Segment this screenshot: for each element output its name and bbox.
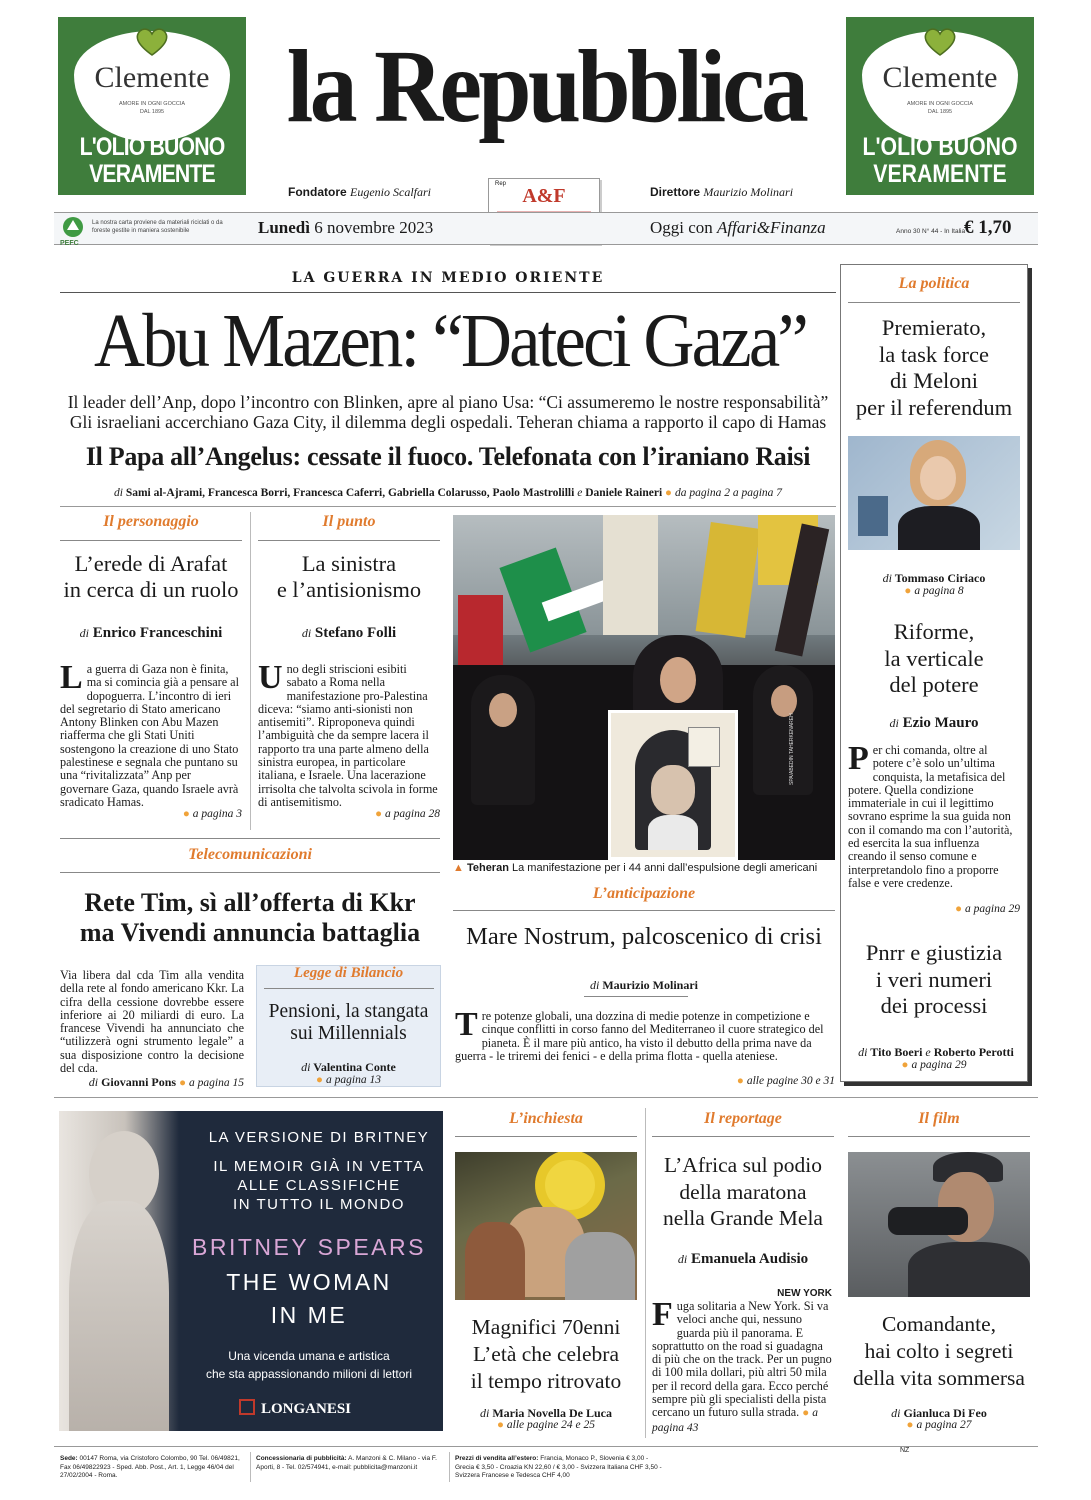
- lead-deck-1: Il leader dell’Anp, dopo l’incontro con Blinken, apre al piano Usa: “Ci assumeremo le nostre responsabilità”: [67, 392, 829, 412]
- telecom-title[interactable]: Rete Tim, sì all’offerta di Kkr ma Vivendi annuncia battaglia: [79, 888, 421, 947]
- telecom-body: Via libera dal cda Tim alla vendita della rete al fondo americano Kkr. La cifra della cessione dovrebbe essere inferiore ai 20 miliardi di euro. La francese Vivendi ha annunciato che “utilizzerà ogni strumento legale” a sua disposizione contro la decisione del cda.: [60, 968, 244, 1076]
- reportage-body: Fuga solitaria a New York. Si va veloci anche qui, nessuno guarda più il panorama. E soprattutto on the road si guadagna di più che on the track. Per un pugno di 100 mila dollari, più altri 50 mila per il record della gara. Ecco perché sempre più gli specialisti della pista cercano un futuro sulla strada. ● a pagina 43: [652, 1300, 834, 1435]
- punto-title[interactable]: La sinistra e l’antisionismo: [276, 551, 422, 602]
- lead-pages[interactable]: ● da pagina 2 a pagina 7: [665, 487, 782, 499]
- politica-title[interactable]: Premierato, la task force di Meloni per il referendum: [855, 315, 1013, 420]
- riforme-title[interactable]: Riforme, la verticale del potere: [884, 619, 984, 697]
- ad-brand-tag: AMORE IN OGNI GOCCIA: [118, 101, 185, 107]
- book-ad-line-4: IN TUTTO IL MONDO: [233, 1196, 405, 1213]
- book-ad-title-2: IN ME: [270, 1302, 348, 1328]
- riforme-page[interactable]: ● a pagina 29: [848, 903, 1020, 915]
- personaggio-kicker: Il personaggio: [103, 513, 199, 530]
- newspaper-logo: la Repubblica: [286, 29, 806, 144]
- pnrr-page[interactable]: ● a pagina 29: [848, 1059, 1020, 1071]
- politica-photo[interactable]: [848, 436, 1020, 550]
- book-ad-title-1: THE WOMAN: [226, 1269, 392, 1295]
- punto-page[interactable]: ● a pagina 28: [258, 808, 440, 820]
- founder-line: Fondatore Eugenio Scalfari: [288, 185, 432, 199]
- footer-nz: NZ: [900, 1447, 910, 1454]
- film-page[interactable]: ● a pagina 27: [848, 1419, 1030, 1431]
- pefc-text: La nostra carta proviene da materiali riciclati o da foreste gestite in maniera sostenibile: [92, 220, 223, 234]
- pnrr-title[interactable]: Pnrr e giustizia i veri numeri dei processi: [865, 940, 1003, 1018]
- telecom-page[interactable]: ● a pagina 15: [179, 1077, 244, 1089]
- affari-finanza-badge[interactable]: Rep A&F: [488, 178, 600, 244]
- publisher-logo: LONGANESI: [239, 1399, 351, 1418]
- anticipazione-byline: di Maurizio Molinari: [590, 978, 698, 992]
- book-ad-line-1: LA VERSIONE DI BRITNEY: [208, 1129, 430, 1146]
- publisher-mark-icon: [239, 1399, 255, 1415]
- ad-slogan-1: L'OLIO BUONO: [79, 133, 225, 161]
- reportage-byline: di Emanuela Audisio: [677, 1251, 809, 1267]
- bilancio-page[interactable]: ● a pagina 13: [256, 1074, 441, 1086]
- ad-slogan-2: VERAMENTE: [89, 160, 215, 188]
- inchiesta-byline: di Maria Novella De Luca: [480, 1406, 612, 1420]
- footer-prezzi: Prezzi di vendita all’estero: Francia, Monaco P., Slovenia € 3,00 - Grecia € 3,50 - Croazia KN 22,60 / € 3,00 - Svizzera Italiana CHF 3,50 - Svizzera Francese e Tedesca CHF 4,00: [455, 1455, 662, 1479]
- personaggio-page[interactable]: ● a pagina 3: [60, 808, 242, 820]
- personaggio-byline: di Enrico Franceschini: [79, 625, 223, 641]
- anticipazione-title[interactable]: Mare Nostrum, palcoscenico di crisi: [466, 923, 822, 950]
- reportage-kicker: Il reportage: [704, 1110, 782, 1127]
- inchiesta-photo[interactable]: [455, 1152, 637, 1300]
- telecom-kicker: Telecomunicazioni: [188, 846, 312, 863]
- reportage-page[interactable]: ● a pagina 43: [652, 1407, 818, 1433]
- politica-kicker: La politica: [898, 275, 970, 292]
- politica-page[interactable]: ● a pagina 8: [848, 585, 1020, 597]
- ad-brand-year: DAL 1895: [927, 109, 953, 115]
- caption-triangle-icon: ▲: [453, 862, 464, 874]
- anticipazione-kicker: L’anticipazione: [592, 885, 696, 902]
- lead-headline[interactable]: Abu Mazen: “Dateci Gaza”: [93, 299, 807, 383]
- pnrr-byline: di Tito Boeri e Roberto Perotti: [858, 1045, 1014, 1059]
- book-ad-line-3: ALLE CLASSIFICHE: [237, 1177, 401, 1194]
- book-ad-desc-2: che sta appassionando milioni di lettori: [205, 1367, 413, 1381]
- ad-brand: Clemente: [882, 61, 998, 94]
- book-ad-line-2: IL MEMOIR GIÀ IN VETTA: [213, 1158, 425, 1175]
- book-ad-author: BRITNEY SPEARS: [192, 1234, 426, 1260]
- lead-section-label: LA GUERRA IN MEDIO ORIENTE: [291, 270, 605, 286]
- olive-oil-ad-right[interactable]: [846, 17, 1034, 195]
- footer-concessionaria: Concessionaria di pubblicità: A. Manzoni & C. Milano - via F. Aporti, 8 - Tel. 02/574941, e-mail: pubblicita@manzoni.it: [256, 1455, 437, 1471]
- pefc-badge: PEFC: [60, 216, 86, 247]
- ad-slogan-1: L'OLIO BUONO: [862, 133, 1018, 161]
- price: € 1,70: [964, 217, 1012, 238]
- edition-info: Anno 30 N° 44 - In Italia: [896, 228, 966, 235]
- footer-sede: Sede: 00147 Roma, via Cristoforo Colombo, 90 Tel. 06/49821, Fax 06/49822923 - Sped. Abb. Post., Art. 1, Legge 46/04 del 27/02/2004 - Roma.: [60, 1455, 240, 1479]
- lead-deck-2: Gli israeliani accerchiano Gaza City, il dilemma degli ospedali. Teheran chiama a rapporto il capo di Hamas: [69, 412, 827, 432]
- inchiesta-kicker: L’inchiesta: [509, 1110, 583, 1127]
- lead-byline: di Sami al-Ajrami, Francesca Borri, Francesca Caferri, Gabriella Colarusso, Paolo Mastrolilli e Daniele Raineri ● da pagina 2 a pagina 7: [60, 487, 836, 499]
- main-photo[interactable]: [453, 515, 835, 860]
- today-with: Oggi con Affari&Finanza: [650, 218, 826, 237]
- bilancio-kicker: Legge di Bilancio: [293, 965, 404, 981]
- book-ad[interactable]: [59, 1111, 443, 1431]
- bilancio-byline: di Valentina Conte: [301, 1060, 396, 1074]
- riforme-byline: di Ezio Mauro: [889, 715, 979, 731]
- anticipazione-page[interactable]: ● alle pagine 30 e 31: [453, 1075, 835, 1087]
- olive-heart-icon: [134, 27, 170, 57]
- punto-kicker: Il punto: [322, 513, 376, 530]
- ad-slogan-2: VERAMENTE: [873, 160, 1007, 188]
- ad-brand-year: DAL 1895: [139, 109, 165, 115]
- director-line: Direttore Maurizio Molinari: [650, 185, 794, 199]
- riforme-body: Per chi comanda, oltre al potere c’è solo un’ultima conquista, la metafisica del potere. Quella condizione immateriale in cui il legittimo sovrano esprime la sua guida non con il comando ma con l’autorità, ed esercita la sua influenza creando il senso comune e interpretandolo fino a proporre false e vere credenze.: [848, 740, 1013, 890]
- photo-credit: SPA/ABEDIN TAHERKENAREH: [789, 713, 795, 785]
- inchiesta-title[interactable]: Magnifici 70enni L’età che celebra il tempo ritrovato: [470, 1315, 622, 1393]
- reportage-title[interactable]: L’Africa sul podio della maratona nella Grande Mela: [663, 1153, 823, 1230]
- film-byline: di Gianluca Di Feo: [891, 1406, 987, 1420]
- lead-subhead[interactable]: Il Papa all’Angelus: cessate il fuoco. Telefonata con l’iraniano Raisi: [85, 442, 811, 471]
- personaggio-title[interactable]: L’erede di Arafat in cerca di un ruolo: [63, 551, 239, 602]
- af-logo: A&F: [522, 185, 566, 207]
- book-ad-desc-1: Una vicenda umana e artistica: [228, 1349, 390, 1363]
- bilancio-title: Pensioni, la stangata sui Millennials: [268, 1001, 429, 1044]
- anticipazione-body: Tre potenze globali, una dozzina di medie potenze in competizione e cinque conflitti in corso fanno del Mediterraneo il cuore strategico del pianeta. È il mare più antico, ha visto il debutto della prima nave da guerra - le triremi dei fenici - e della prima flotta - quella ateniese.: [455, 1006, 824, 1063]
- film-title[interactable]: Comandante, hai colto i segreti della vita sommersa: [853, 1312, 1025, 1390]
- olive-oil-ad-left[interactable]: [58, 17, 246, 195]
- punto-byline: di Stefano Folli: [301, 625, 397, 641]
- telecom-byline: di Giovanni Pons ● a pagina 15: [60, 1075, 244, 1090]
- inchiesta-page[interactable]: ● alle pagine 24 e 25: [455, 1419, 637, 1431]
- main-photo-caption: ▲ Teheran La manifestazione per i 44 anni dall’espulsione degli americani: [453, 862, 818, 874]
- punto-body: Uno degli striscioni esibiti sabato a Roma nella manifestazione pro-Palestina diceva: “siamo anti-sionisti non antisemiti”. Riproponeva quindi l’ambiguità che da sempre lacera il rapporto tra una parte almeno della sinistra europea, in particolare italiana, e Israele. Una lacerazione irrisolta che talvolta scivola in forme di antisemitismo.: [258, 659, 438, 809]
- personaggio-body: La guerra di Gaza non è finita, ma si comincia già a pensare al dopoguerra. L’incontro di ieri del segretario di Stato americano Antony Blinken con Abu Mazen riafferma che gli Stati Uniti sostengono la creazione di uno Stato palestinese e segnala che puntano su una “rivitalizzata” Anp per governare Gaza, quando Israele avrà sradicato Hamas.: [60, 659, 239, 809]
- film-kicker: Il film: [918, 1110, 960, 1127]
- politica-byline: di Tommaso Ciriaco: [882, 571, 986, 585]
- reportage-dateline: NEW YORK: [777, 1288, 832, 1299]
- pefc-tree-icon: [60, 216, 86, 238]
- film-photo[interactable]: [848, 1152, 1030, 1297]
- ad-brand: Clemente: [94, 61, 210, 94]
- ad-brand-tag: AMORE IN OGNI GOCCIA: [906, 101, 973, 107]
- olive-heart-icon: [922, 27, 958, 57]
- issue-date: Lunedì 6 novembre 2023: [258, 218, 434, 237]
